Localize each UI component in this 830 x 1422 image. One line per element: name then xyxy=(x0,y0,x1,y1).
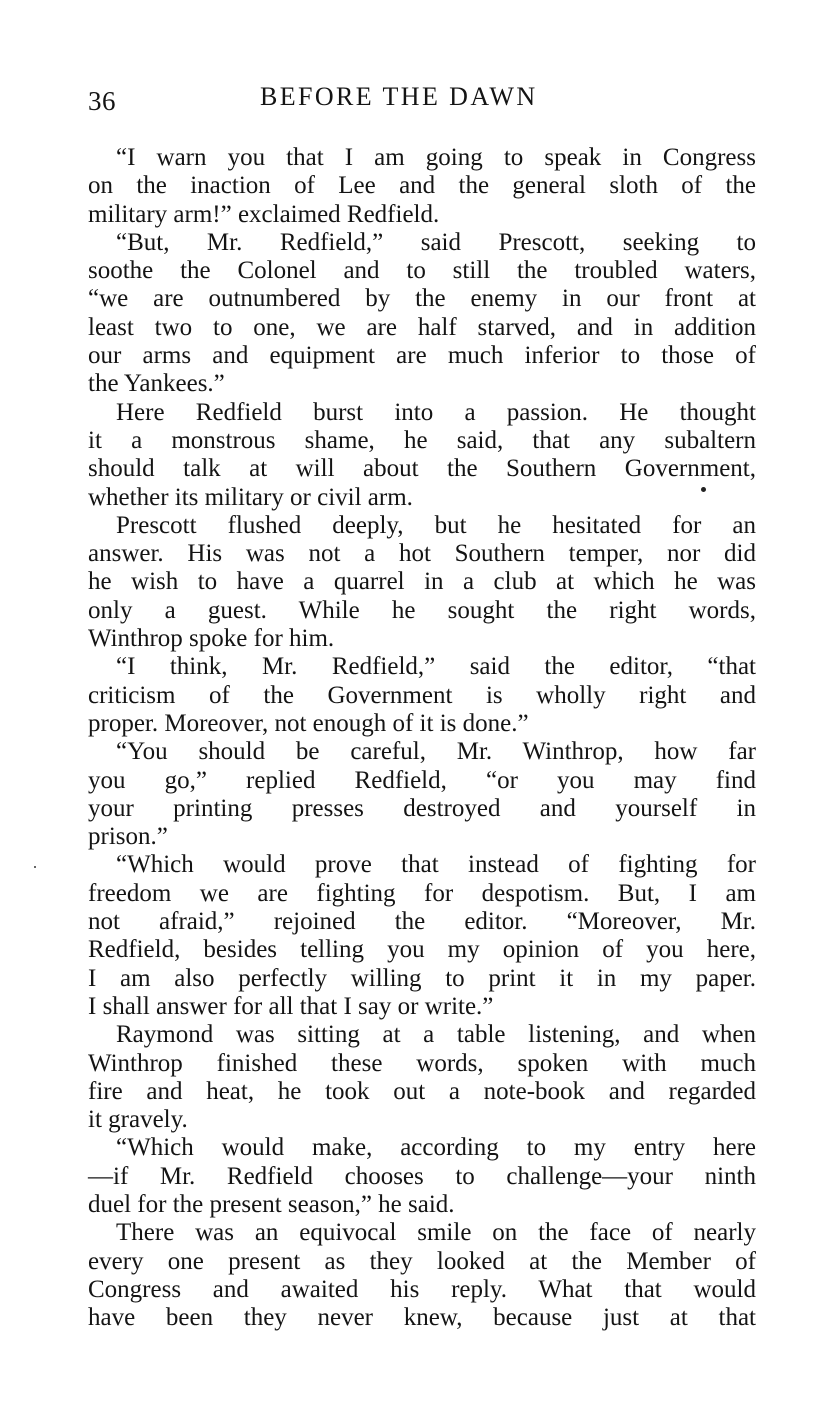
body-text xyxy=(88,144,756,1332)
text-line: only a guest. While he sought the right words, xyxy=(88,596,756,624)
text-line: answer. His was not a hot Southern temper, nor did xyxy=(88,540,756,568)
text-line: he wish to have a quarrel in a club at which he was xyxy=(88,568,756,596)
text-line: Here Redfield burst into a passion. He thought xyxy=(116,398,756,426)
text-line: “Which would prove that instead of fighting for xyxy=(116,851,756,879)
text-line: your printing presses destroyed and yourself in xyxy=(88,794,756,822)
text-line: There was an equivocal smile on the face of nearly xyxy=(116,1219,756,1247)
page-number: 36 xyxy=(88,86,116,116)
running-title: BEFORE THE DAWN xyxy=(260,82,538,111)
text-line: duel for the present season,” he said. xyxy=(88,1190,455,1218)
text-line: soothe the Colonel and to still the troubled waters, xyxy=(88,257,756,285)
text-line: “I warn you that I am going to speak in Congress xyxy=(116,144,756,171)
text-line: whether its military or civil arm. xyxy=(88,483,413,511)
text-line: it gravely. xyxy=(88,1106,188,1134)
print-speck xyxy=(701,487,706,492)
text-line: “You should be careful, Mr. Winthrop, how far xyxy=(116,738,756,766)
margin-dot xyxy=(34,866,36,868)
text-line: Raymond was sitting at a table listening, and when xyxy=(116,1021,756,1049)
page-header xyxy=(88,80,756,120)
text-line: “Which would make, according to my entry here xyxy=(116,1134,756,1162)
text-line: it a monstrous shame, he said, that any subaltern xyxy=(88,426,756,454)
text-line: should talk at will about the Southern Government, xyxy=(88,455,756,483)
text-line: every one present as they looked at the Member of xyxy=(88,1247,756,1275)
text-line: I shall answer for all that I say or write.” xyxy=(88,992,494,1020)
text-line: Winthrop finished these words, spoken with much xyxy=(88,1049,756,1077)
text-line: criticism of the Government is wholly right and xyxy=(88,681,756,709)
text-line: military arm!” exclaimed Redfield. xyxy=(88,200,440,228)
text-line: freedom we are fighting for despotism. But, I am xyxy=(88,879,756,907)
text-line: prison.” xyxy=(88,823,168,851)
text-line: have been they never knew, because just at that xyxy=(88,1304,756,1332)
text-line: not afraid,” rejoined the editor. “Moreover, Mr. xyxy=(88,908,756,936)
text-line: fire and heat, he took out a note-book and regarded xyxy=(88,1077,756,1105)
text-line: I am also perfectly willing to print it in my paper. xyxy=(88,964,756,992)
text-line: Congress and awaited his reply. What that would xyxy=(88,1275,756,1303)
text-line: the Yankees.” xyxy=(88,370,225,398)
text-line: “we are outnumbered by the enemy in our front at xyxy=(88,285,756,313)
text-line: Redfield, besides telling you my opinion of you here, xyxy=(88,936,756,964)
text-line: Prescott flushed deeply, but he hesitated for an xyxy=(116,511,756,539)
text-line: “I think, Mr. Redfield,” said the editor, “that xyxy=(116,653,756,681)
text-line: “But, Mr. Redfield,” said Prescott, seeking to xyxy=(116,228,756,256)
text-line: on the inaction of Lee and the general sloth of the xyxy=(88,172,756,200)
text-line: least two to one, we are half starved, and in addition xyxy=(88,313,756,341)
text-line: our arms and equipment are much inferior to those of xyxy=(88,342,756,370)
text-line: —if Mr. Redfield chooses to challenge—your ninth xyxy=(88,1162,756,1190)
text-line: proper. Moreover, not enough of it is done.” xyxy=(88,709,529,737)
text-line: you go,” replied Redfield, “or you may find xyxy=(88,766,756,794)
text-line: Winthrop spoke for him. xyxy=(88,625,335,653)
